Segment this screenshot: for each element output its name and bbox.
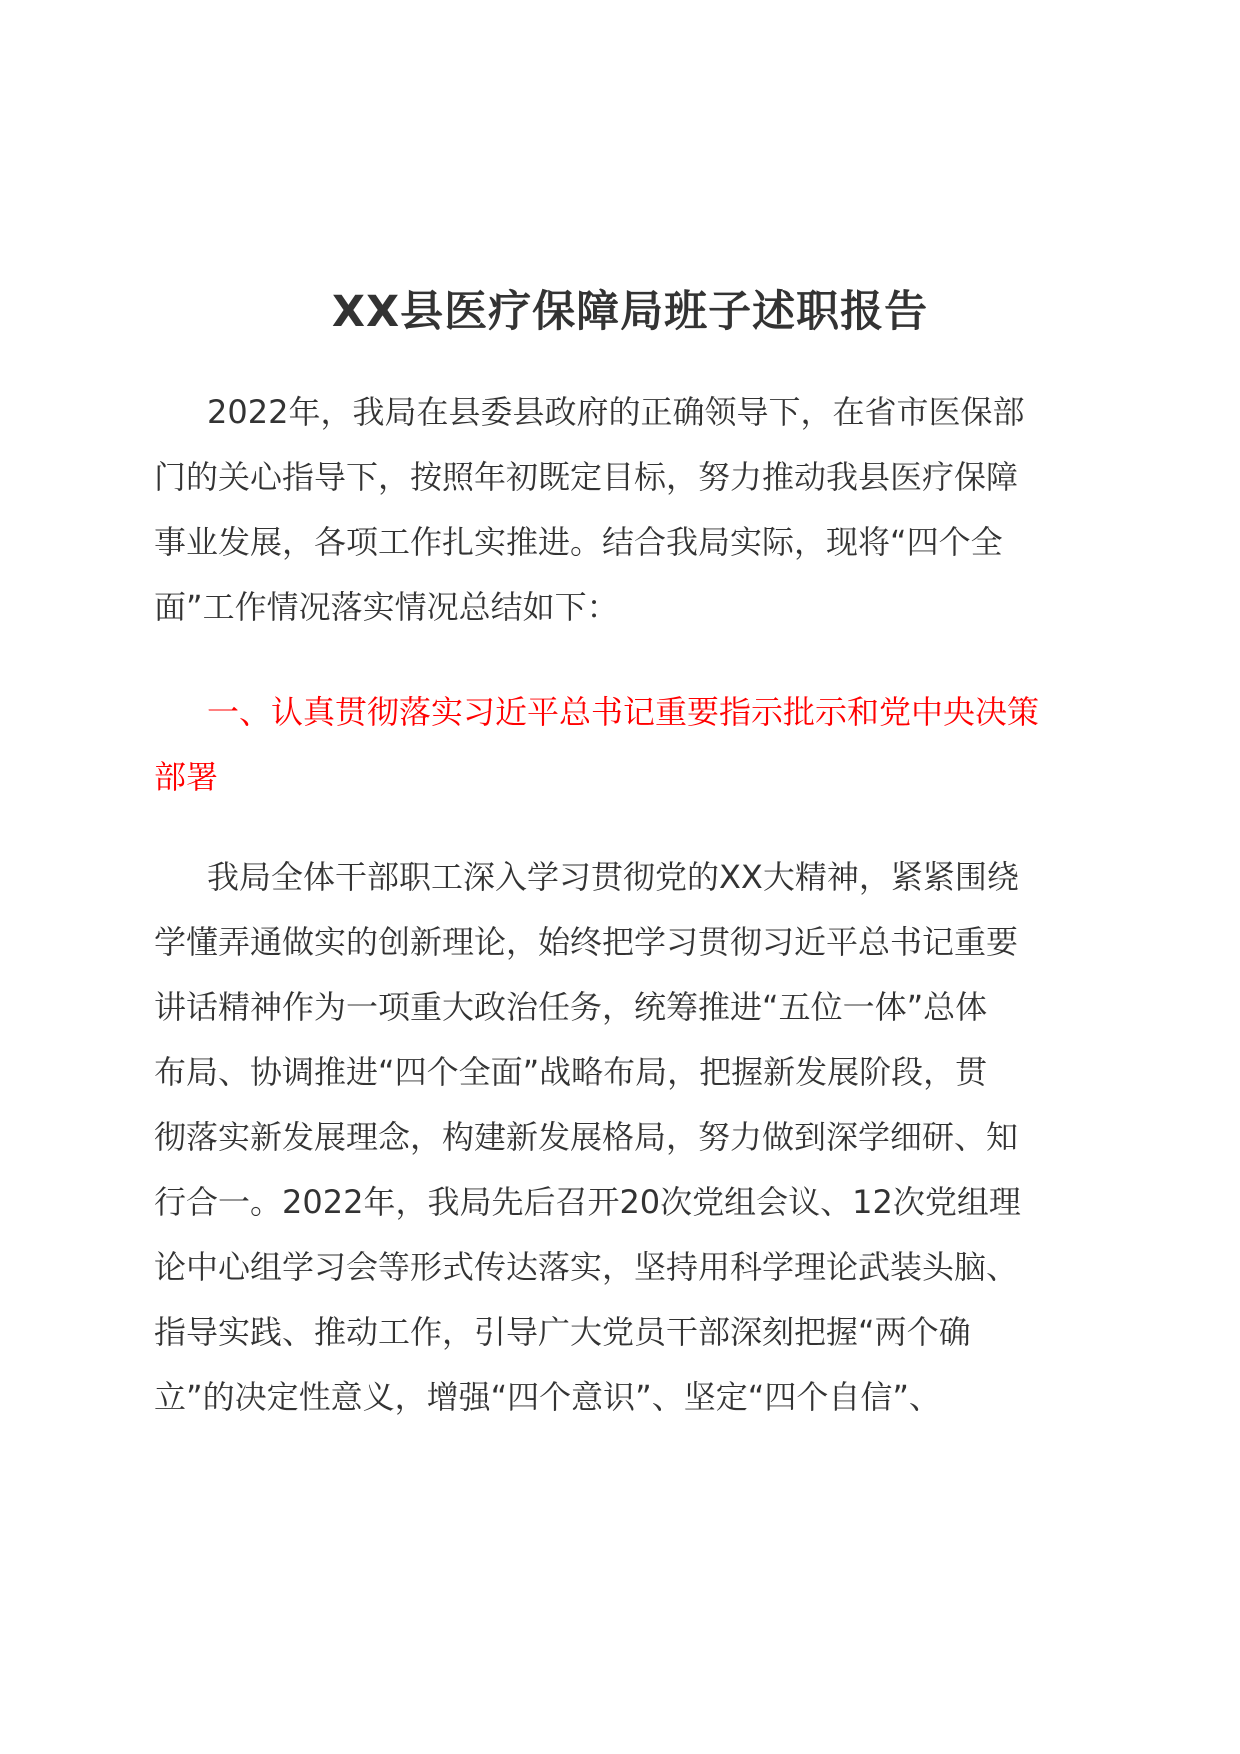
section-1-heading bbox=[154, 680, 1084, 810]
paragraph-line: 学懂弄通做实的创新理论，始终把学习贯彻习近平总书记重要 bbox=[154, 923, 1019, 961]
document-title: XX县医疗保障局班子述职报告 bbox=[331, 287, 929, 337]
section-1-body-paragraph bbox=[154, 845, 1084, 1430]
paragraph-line: 讲话精神作为一项重大政治任务，统筹推进“五位一体”总体 bbox=[154, 988, 988, 1026]
heading-line: 部署 bbox=[154, 758, 219, 796]
paragraph-line: 事业发展，各项工作扎实推进。结合我局实际，现将“四个全 bbox=[154, 523, 1003, 561]
paragraph-line: 彻落实新发展理念，构建新发展格局，努力做到深学细研、知 bbox=[154, 1118, 1019, 1156]
paragraph-line: 我局全体干部职工深入学习贯彻党的XX大精神，紧紧围绕 bbox=[207, 858, 1019, 896]
paragraph-line: 行合一。2022年，我局先后召开20次党组会议、12次党组理 bbox=[154, 1183, 1021, 1221]
paragraph-line: 指导实践、推动工作，引导广大党员干部深刻把握“两个确 bbox=[154, 1313, 971, 1351]
heading-line: 一、认真贯彻落实习近平总书记重要指示批示和党中央决策 bbox=[207, 693, 1040, 731]
paragraph-line: 面”工作情况落实情况总结如下： bbox=[154, 588, 619, 626]
paragraph-line: 立”的决定性意义，增强“四个意识”、坚定“四个自信”、 bbox=[154, 1378, 941, 1416]
intro-paragraph bbox=[154, 380, 1084, 640]
paragraph-line: 布局、协调推进“四个全面”战略布局，把握新发展阶段，贯 bbox=[154, 1053, 988, 1091]
paragraph-line: 2022年，我局在县委县政府的正确领导下，在省市医保部 bbox=[207, 393, 1025, 431]
paragraph-line: 门的关心指导下，按照年初既定目标，努力推动我县医疗保障 bbox=[154, 458, 1019, 496]
paragraph-line: 论中心组学习会等形式传达落实，坚持用科学理论武装头脑、 bbox=[154, 1248, 1019, 1286]
